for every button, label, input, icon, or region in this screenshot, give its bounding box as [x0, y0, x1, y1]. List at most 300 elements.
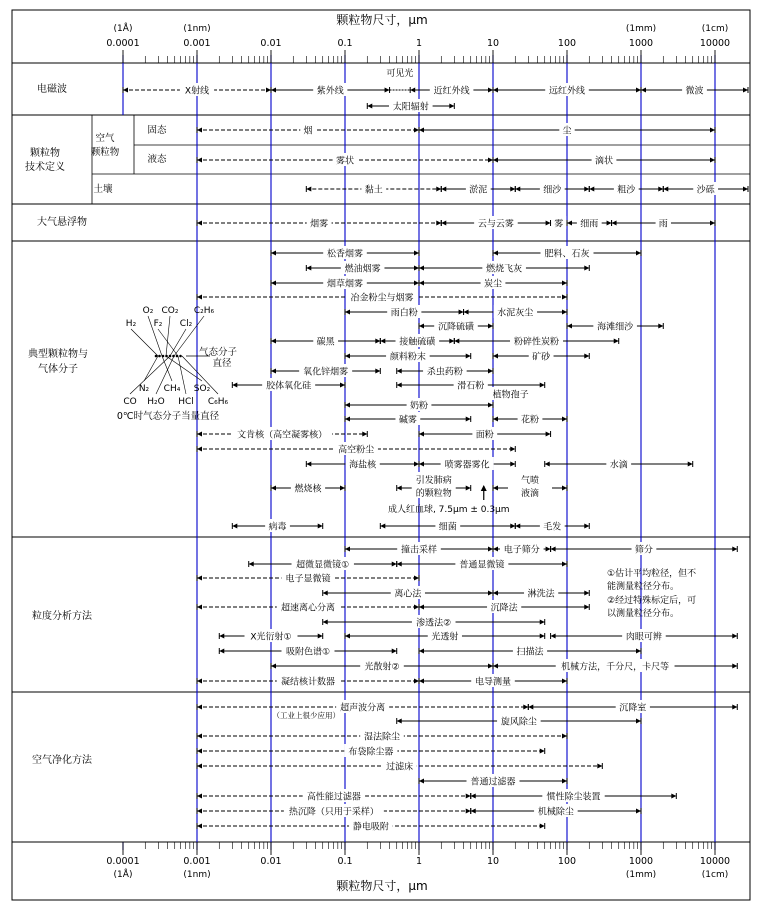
bar-label: 冶金粉尘与烟雾	[350, 293, 414, 304]
molecule-label: C₂H₆	[193, 306, 215, 316]
bar-label: 碱雾	[398, 415, 417, 426]
tick-label-bottom: 0.1	[337, 856, 353, 867]
rbc-marker-arrow	[481, 485, 487, 491]
bar-label: 雨白粉	[390, 308, 418, 319]
bar-arrow-left	[219, 634, 224, 639]
bar-label: 静电吸附	[352, 822, 389, 833]
bar-arrow-left	[441, 221, 446, 226]
tick-label-top: 10	[486, 38, 500, 49]
bar-label: 滑石粉	[457, 381, 485, 392]
bar-arrow-left	[471, 809, 476, 814]
bar-arrow-right	[562, 486, 567, 491]
bar-arrow-right	[732, 547, 737, 552]
bar-arrow-left	[397, 383, 402, 388]
bar-label: 肥料、石灰	[544, 249, 590, 260]
unit-note-top: (1mm)	[625, 24, 657, 34]
bar-arrow-right	[414, 605, 419, 610]
bar-label: 高空粉尘	[338, 445, 375, 456]
bar-arrow-right	[636, 719, 641, 724]
bar-arrow-left	[345, 547, 350, 552]
bar-arrow-left	[219, 649, 224, 654]
bar-label: 可见光	[386, 69, 414, 79]
bar-label: 燃油烟雾	[344, 264, 381, 275]
section-label-typical: 气体分子	[38, 364, 78, 375]
bar-label: 电导测量	[474, 677, 512, 688]
bar-arrow-right	[584, 591, 589, 596]
bar-arrow-right	[375, 369, 380, 374]
bar-label: 杀虫药粉	[426, 367, 463, 378]
tech-liquid-label: 液态	[147, 154, 167, 165]
bar-label: 海滩细沙	[597, 322, 634, 333]
bar-arrow-right	[414, 679, 419, 684]
bar-arrow-right	[562, 779, 567, 784]
bar-arrow-right	[562, 310, 567, 315]
bar-arrow-right	[607, 221, 612, 226]
bar-arrow-left	[454, 339, 459, 344]
bar-arrow-left	[493, 88, 498, 93]
bar-arrow-right	[414, 251, 419, 256]
unit-note-top: (1nm)	[183, 24, 211, 34]
bar-arrow-left	[397, 369, 402, 374]
bar-arrow-right	[523, 705, 528, 710]
bar-arrow-right	[340, 486, 345, 491]
bar-arrow-left	[367, 104, 372, 109]
bar-arrow-left	[380, 524, 385, 529]
bar-arrow-right	[584, 354, 589, 359]
bar-arrow-right	[436, 187, 441, 192]
bar-arrow-right	[466, 354, 471, 359]
bar-arrow-right	[318, 524, 323, 529]
tick-label-bottom: 1000	[628, 856, 654, 867]
bar-label: 电子筛分	[503, 545, 540, 556]
bar-label: 高性能过滤器	[306, 792, 361, 803]
bar-label: 雾状	[335, 156, 355, 167]
bar-arrow-left	[306, 266, 311, 271]
bar-arrow-left	[197, 809, 202, 814]
bar-arrow-right	[488, 591, 493, 596]
bar-arrow-left	[567, 221, 572, 226]
bar-arrow-right	[584, 605, 589, 610]
bar-arrow-right	[540, 749, 545, 754]
bar-arrow-right	[449, 339, 454, 344]
tech-air-label: 空气	[95, 133, 115, 144]
bar-arrow-left	[197, 221, 202, 226]
bar-arrow-left	[589, 187, 594, 192]
molecule-label: HCl	[178, 397, 194, 407]
bar-label: 电子显微镜	[285, 574, 331, 585]
bar-arrow-right	[414, 128, 419, 133]
bar-arrow-right	[658, 187, 663, 192]
tick-label-bottom: 100	[557, 856, 577, 867]
bar-label: 惯性除尘装置	[546, 792, 601, 803]
bar-arrow-right	[546, 221, 551, 226]
bar-arrow-right	[710, 221, 715, 226]
molecule-arrow-label: 气态分子	[198, 347, 238, 358]
molecule-dot	[176, 355, 179, 358]
bar-label: 筛分	[634, 545, 653, 556]
bar-arrow-left	[493, 486, 498, 491]
bar-label: 沉降法	[490, 603, 518, 614]
bar-label: 超速离心分离	[280, 603, 336, 614]
bar-label: 烟雾	[310, 219, 329, 230]
tick-label-bottom: 10000	[699, 856, 731, 867]
bar-label: 粉碎性炭粉	[514, 337, 560, 348]
bar-arrow-left	[419, 432, 424, 437]
bar-label: 松香烟雾	[326, 249, 364, 260]
bar-label: 微波	[685, 86, 704, 97]
bar-label: 喷雾器雾化	[444, 460, 490, 471]
molecule-arrow-label: 直径	[212, 358, 232, 369]
bar-arrow-left	[123, 88, 128, 93]
note-2: ②经过特殊标定后，可以测量粒径分布。	[607, 596, 697, 619]
section-label-typical: 典型颗粒物与	[28, 349, 88, 360]
bar-label: 尘	[562, 126, 572, 137]
bar-arrow-right	[318, 634, 323, 639]
bar-label: 面粉	[475, 430, 494, 441]
bar-label: 湿法除尘	[363, 732, 401, 743]
bar-label: 水滴	[609, 460, 628, 471]
bar-label: 渗透法②	[416, 618, 452, 629]
bar-arrow-left	[345, 354, 350, 359]
bar-label-line: 液滴	[520, 489, 540, 499]
tech-soil-label: 土壤	[93, 184, 113, 195]
bar-label: 淤泥	[469, 185, 488, 196]
bar-arrow-left	[493, 547, 498, 552]
bar-label: 燃烧飞灰	[486, 264, 523, 275]
bar-arrow-right	[732, 664, 737, 669]
bar-arrow-left	[464, 310, 469, 315]
bar-arrow-right	[488, 324, 493, 329]
bar-arrow-right	[466, 417, 471, 422]
bar-arrow-right	[362, 432, 367, 437]
bar-label: 炭尘	[483, 279, 503, 290]
bar-arrow-right	[510, 447, 515, 452]
bar-arrow-right	[540, 620, 545, 625]
bar-arrow-left	[528, 705, 533, 710]
molecule-label: Cl₂	[179, 319, 193, 329]
bar-arrow-right	[671, 794, 676, 799]
bar-arrow-left	[493, 354, 498, 359]
bar-arrow-right	[488, 403, 493, 408]
tick-label-top: 0.001	[183, 38, 211, 49]
unit-note-top: (1cm)	[701, 24, 729, 34]
bar-arrow-left	[197, 705, 202, 710]
bar-arrow-left	[493, 158, 498, 163]
bar-arrow-right	[449, 104, 454, 109]
bar-arrow-left	[515, 524, 520, 529]
bar-label: 旋风除尘	[500, 717, 537, 728]
bar-arrow-right	[392, 649, 397, 654]
bar-arrow-right	[414, 576, 419, 581]
bar-arrow-right	[584, 187, 589, 192]
bar-label: 粗沙	[617, 185, 636, 196]
bar-label: X射线	[184, 86, 210, 97]
bar-arrow-left	[197, 295, 202, 300]
molecule-dot	[162, 355, 165, 358]
bar-label: 吸附色谱①	[285, 647, 331, 658]
bar-arrow-left	[419, 281, 424, 286]
bar-arrow-right	[562, 679, 567, 684]
bar-arrow-left	[419, 128, 424, 133]
bar-arrow-right	[436, 221, 441, 226]
axis-title-top: 颗粒物尺寸，μm	[336, 13, 428, 27]
tick-label-top: 0.0001	[106, 38, 140, 49]
section-label-tech: 颗粒物	[30, 148, 60, 159]
bar-arrow-left	[345, 417, 350, 422]
bar-label: 沉降室	[619, 703, 647, 714]
bar-arrow-right	[510, 187, 515, 192]
bar-arrow-left	[493, 591, 498, 596]
bar-label: 肉眼可辨	[625, 632, 662, 643]
bar-label: 普通过滤器	[470, 777, 516, 788]
bar-arrow-right	[540, 634, 545, 639]
bar-label: 超声波分离	[340, 703, 386, 714]
bar-arrow-left	[419, 649, 424, 654]
bar-arrow-right	[636, 809, 641, 814]
tick-label-bottom: 0.001	[183, 856, 211, 867]
unit-note-bottom: (1mm)	[625, 870, 657, 880]
bar-label: X光衍射①	[250, 632, 292, 643]
bar-arrow-left	[271, 486, 276, 491]
tick-label-bottom: 1	[415, 856, 423, 867]
molecule-dot	[165, 355, 168, 358]
bar-arrow-left	[197, 158, 202, 163]
unit-note-bottom: (1Å)	[113, 870, 133, 880]
molecule-label: F₂	[153, 319, 163, 329]
bar-arrow-right	[636, 251, 641, 256]
bar-arrow-left	[515, 187, 520, 192]
tick-label-top: 1000	[628, 38, 654, 49]
ultrasonic-sub-label: （工业上很少应用）	[272, 711, 341, 720]
bar-arrow-left	[197, 605, 202, 610]
bar-arrow-left	[612, 221, 617, 226]
section-label-atm: 大气悬浮物	[37, 217, 87, 228]
bar-arrow-left	[197, 128, 202, 133]
bar-arrow-left	[197, 764, 202, 769]
bar-arrow-left	[551, 547, 556, 552]
bar-arrow-right	[710, 128, 715, 133]
bar-label: 花粉	[520, 415, 540, 426]
bar-arrow-left	[271, 88, 276, 93]
bar-arrow-left	[232, 524, 237, 529]
molecule-dot	[179, 355, 182, 358]
bar-label-line: 气喷	[520, 476, 540, 486]
section-label-analysis: 粒度分析方法	[32, 611, 92, 622]
bar-label: 撞击采样	[400, 545, 438, 556]
bar-label: 光散射②	[364, 662, 400, 673]
bar-arrow-right	[743, 187, 748, 192]
bar-arrow-left	[380, 339, 385, 344]
molecule-label: CH₄	[163, 384, 181, 394]
bar-label: 雾	[554, 219, 564, 230]
bar-arrow-right	[562, 417, 567, 422]
bar-label: 毛发	[543, 522, 562, 533]
bar-arrow-right	[546, 547, 551, 552]
bar-label: 近红外线	[433, 86, 470, 97]
bar-label: 淋洗法	[527, 589, 555, 600]
bar-label: 机械除尘	[537, 807, 574, 818]
unit-note-bottom: (1cm)	[701, 870, 729, 880]
bar-arrow-left	[345, 634, 350, 639]
tech-solid-label: 固态	[147, 125, 167, 136]
bar-arrow-left	[232, 383, 237, 388]
bar-arrow-right	[688, 462, 693, 467]
bar-label: 沉降硫磺	[437, 322, 475, 333]
bar-arrow-right	[385, 88, 390, 93]
molecule-label: CO	[123, 397, 137, 407]
bar-arrow-right	[466, 794, 471, 799]
bar-label-line: 引发肺病	[415, 476, 452, 486]
bar-arrow-right	[488, 369, 493, 374]
bar-label: 水泥灰尘	[497, 308, 534, 319]
bar-arrow-left	[271, 251, 276, 256]
molecule-label: H₂	[125, 319, 137, 329]
bar-arrow-right	[636, 88, 641, 93]
bar-label-line: 的颗粒物	[415, 489, 452, 499]
bar-arrow-right	[488, 158, 493, 163]
molecule-dot	[169, 355, 172, 358]
section-label-cleaning: 空气净化方法	[32, 755, 92, 766]
bar-label: 颜料粉末	[389, 352, 426, 363]
bar-arrow-left	[197, 679, 202, 684]
bar-arrow-right	[266, 88, 271, 93]
molecule-label: CO₂	[161, 306, 179, 316]
bar-label: 细雨	[580, 219, 599, 230]
bar-label: 扫描法	[516, 647, 544, 658]
bar-arrow-right	[562, 281, 567, 286]
bar-arrow-right	[392, 562, 397, 567]
bar-arrow-left	[345, 403, 350, 408]
bar-arrow-left	[306, 187, 311, 192]
note-1: ①估计平均粒径，但不能测量粒径分布。	[607, 569, 697, 592]
bar-arrow-left	[197, 432, 202, 437]
bar-label: 奶粉	[409, 401, 429, 412]
bar-arrow-right	[732, 705, 737, 710]
bar-arrow-left	[197, 576, 202, 581]
bar-arrow-left	[419, 679, 424, 684]
bar-arrow-left	[323, 591, 328, 596]
molecule-dot	[158, 355, 161, 358]
bar-arrow-right	[414, 266, 419, 271]
section-label-tech: 技术定义	[25, 162, 65, 173]
bar-arrow-left	[641, 88, 646, 93]
bar-arrow-right	[584, 266, 589, 271]
axis-title-bottom: 颗粒物尺寸，μm	[336, 879, 428, 893]
bar-arrow-left	[271, 339, 276, 344]
bar-arrow-right	[546, 432, 551, 437]
molecule-pointer	[144, 356, 158, 381]
bar-arrow-left	[271, 281, 276, 286]
bar-arrow-right	[636, 649, 641, 654]
bar-label: 烟草烟雾	[326, 279, 364, 290]
bar-arrow-left	[410, 88, 415, 93]
bar-arrow-right	[488, 88, 493, 93]
tick-label-top: 100	[557, 38, 577, 49]
bar-arrow-left	[419, 779, 424, 784]
molecule-pointer	[166, 316, 170, 356]
bar-arrow-left	[551, 634, 556, 639]
bar-label: 植物孢子	[492, 390, 529, 401]
bar-label: 布袋除尘器	[348, 747, 394, 758]
bar-label: 沙砾	[696, 185, 715, 196]
bar-label: 细菌	[438, 522, 457, 533]
molecule-label: O₂	[142, 306, 154, 316]
bar-arrow-right	[414, 281, 419, 286]
tick-label-bottom: 0.01	[260, 856, 282, 867]
bar-arrow-left	[419, 266, 424, 271]
bar-label: 烟	[303, 126, 313, 137]
bar-arrow-right	[375, 339, 380, 344]
bar-arrow-left	[345, 310, 350, 315]
bar-arrow-left	[197, 794, 202, 799]
unit-note-bottom: (1nm)	[183, 870, 211, 880]
bar-arrow-left	[249, 562, 254, 567]
bar-arrow-right	[614, 339, 619, 344]
bar-label: 机械方法，千分尺，卡尺等	[561, 662, 670, 673]
bar-arrow-left	[397, 719, 402, 724]
bar-arrow-left	[197, 749, 202, 754]
tick-label-bottom: 0.0001	[106, 856, 140, 867]
molecule-dot	[172, 355, 175, 358]
bar-arrow-right	[562, 562, 567, 567]
bar-label: 热沉降（只用于采样）	[288, 807, 379, 818]
bar-arrow-left	[471, 794, 476, 799]
bar-label: 滴状	[594, 156, 614, 167]
bar-label: 文肯核（高空凝雾核）	[237, 430, 328, 441]
molecule-label: C₆H₆	[207, 397, 229, 407]
bar-arrow-left	[197, 824, 202, 829]
bar-arrow-right	[743, 88, 748, 93]
bar-arrow-left	[419, 462, 424, 467]
tick-label-top: 10000	[699, 38, 731, 49]
bar-arrow-right	[466, 486, 471, 491]
bar-label: 紫外线	[316, 86, 344, 97]
bar-arrow-left	[441, 187, 446, 192]
bar-label: 病毒	[268, 522, 287, 533]
tech-air-label: 颗粒物	[90, 147, 120, 158]
bar-arrow-left	[306, 462, 311, 467]
bar-arrow-right	[510, 524, 515, 529]
molecule-label: SO₂	[193, 384, 211, 394]
tick-label-bottom: 10	[486, 856, 500, 867]
molecule-pointer	[162, 356, 172, 381]
bar-arrow-right	[562, 295, 567, 300]
bar-arrow-left	[493, 251, 498, 256]
bar-arrow-left	[197, 734, 202, 739]
bar-arrow-left	[271, 369, 276, 374]
bar-arrow-right	[488, 547, 493, 552]
bar-arrow-left	[545, 462, 550, 467]
bar-arrow-right	[340, 383, 345, 388]
bar-label: 云与云雾	[477, 219, 514, 230]
bar-arrow-left	[197, 447, 202, 452]
bar-label: 过滤床	[386, 762, 414, 773]
bar-arrow-left	[271, 664, 276, 669]
bar-arrow-right	[732, 634, 737, 639]
bar-label: 燃烧核	[294, 484, 322, 495]
bar-arrow-right	[459, 310, 464, 315]
tick-label-top: 0.1	[337, 38, 353, 49]
bar-arrow-left	[397, 486, 402, 491]
bar-arrow-right	[466, 809, 471, 814]
bar-label: 成人红血球, 7.5μm ± 0.3μm	[387, 505, 510, 515]
bar-label: 胶体氧化硅	[266, 381, 312, 392]
bar-arrow-left	[419, 324, 424, 329]
bar-label: 接触硫磺	[399, 337, 436, 348]
bar-arrow-right	[658, 324, 663, 329]
bar-arrow-right	[584, 524, 589, 529]
tick-label-top: 1	[415, 38, 423, 49]
